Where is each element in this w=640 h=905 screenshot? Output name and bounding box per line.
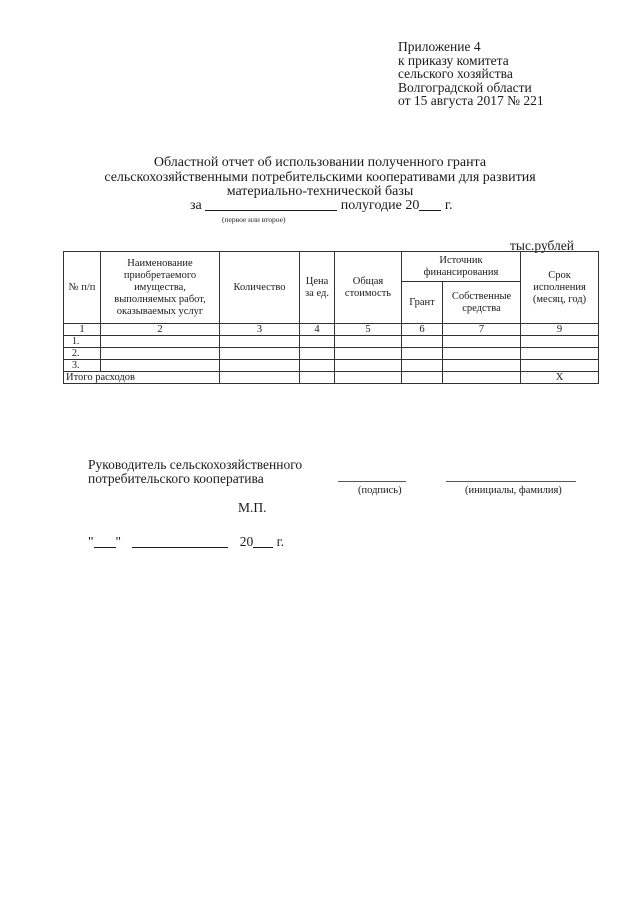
table-cell[interactable] (521, 348, 599, 360)
date-line (88, 534, 284, 550)
column-number: 6 (402, 324, 443, 336)
unit-label: тыс.рублей (510, 238, 574, 253)
header-name: Наименование приобретаемого имущества, выполняемых работ, оказываемых услуг (101, 252, 220, 324)
table-cell[interactable] (220, 348, 300, 360)
table-cell[interactable] (300, 348, 335, 360)
year-field[interactable] (253, 535, 273, 548)
total-label: Итого расходов (64, 372, 220, 384)
table-cell[interactable] (521, 360, 599, 372)
header-price: Цена за ед. (300, 252, 335, 324)
table-cell[interactable] (443, 348, 521, 360)
period-suffix: полугодие 20 (340, 198, 420, 213)
table-cell[interactable] (402, 336, 443, 348)
title-line: материально-технической базы (226, 184, 414, 199)
title-line: Областной отчет об использовании полученного гранта (153, 155, 487, 170)
row-index: 2. (64, 348, 101, 360)
table-cell[interactable] (402, 348, 443, 360)
signer-line: потребительского кооператива (88, 470, 264, 486)
signature-field[interactable] (338, 481, 406, 482)
table-cell[interactable] (300, 336, 335, 348)
table-cell[interactable] (220, 360, 300, 372)
table-cell[interactable] (443, 360, 521, 372)
appendix-line: Приложение 4 (398, 39, 481, 54)
column-number: 3 (220, 324, 300, 336)
name-field[interactable] (446, 481, 576, 482)
table-cell[interactable] (300, 360, 335, 372)
table-cell[interactable] (101, 348, 220, 360)
total-cell[interactable] (220, 372, 300, 384)
table-cell[interactable] (443, 336, 521, 348)
period-line (190, 198, 453, 214)
document-title (0, 156, 640, 200)
column-number: 7 (443, 324, 521, 336)
table-cell[interactable] (335, 336, 402, 348)
period-hint: (первое или второе) (222, 215, 286, 224)
header-total-cost: Общая стоимость (335, 252, 402, 324)
table-cell[interactable] (335, 360, 402, 372)
signature-hint: (подпись) (358, 485, 402, 496)
total-mark: Х (521, 372, 599, 384)
column-number: 4 (300, 324, 335, 336)
column-number: 5 (335, 324, 402, 336)
period-half-field[interactable] (205, 198, 337, 211)
total-row (64, 372, 599, 384)
month-field[interactable] (132, 535, 228, 548)
title-line: сельскохозяйственными потребительскими кооперативами для развития (104, 169, 536, 185)
period-year-field[interactable] (419, 198, 441, 211)
appendix-line: Волгоградской области (398, 79, 532, 95)
table-cell[interactable] (101, 336, 220, 348)
table-cell[interactable] (101, 360, 220, 372)
table-cell[interactable] (521, 336, 599, 348)
table-row (64, 348, 599, 360)
table-cell[interactable] (220, 336, 300, 348)
column-number: 9 (521, 324, 599, 336)
appendix-line: сельского хозяйства (398, 66, 513, 82)
header-grant: Грант (402, 282, 443, 324)
table-cell[interactable] (335, 348, 402, 360)
table-row (64, 336, 599, 348)
header-own-funds: Собственные средства (443, 282, 521, 324)
year-prefix: 20 (239, 534, 254, 549)
header-quantity: Количество (220, 252, 300, 324)
report-table (63, 251, 599, 384)
stamp-label: М.П. (238, 500, 267, 515)
header-deadline: Срок исполнения (месяц, год) (521, 252, 599, 324)
total-cell[interactable] (402, 372, 443, 384)
column-number: 1 (64, 324, 101, 336)
column-number-row (64, 324, 599, 336)
row-index: 1. (64, 336, 101, 348)
quote-open: " (88, 534, 94, 549)
period-year-suffix: г. (444, 198, 453, 213)
header-num: № п/п (64, 252, 101, 324)
table-row (64, 360, 599, 372)
table-cell[interactable] (402, 360, 443, 372)
total-cell[interactable] (300, 372, 335, 384)
signer-title (88, 458, 302, 485)
signer-line: Руководитель сельскохозяйственного (88, 457, 303, 472)
appendix-line: к приказу комитета (398, 52, 509, 68)
header-source: Источник финансирования (402, 252, 521, 282)
name-hint: (инициалы, фамилия) (465, 485, 562, 496)
year-suffix: г. (276, 534, 285, 549)
day-field[interactable] (94, 535, 116, 548)
total-cell[interactable] (443, 372, 521, 384)
column-number: 2 (101, 324, 220, 336)
appendix-line: от 15 августа 2017 № 221 (398, 93, 544, 109)
total-cell[interactable] (335, 372, 402, 384)
quote-close: " (115, 534, 122, 549)
row-index: 3. (64, 360, 101, 372)
appendix-block (398, 40, 544, 108)
period-prefix: за (190, 198, 202, 213)
